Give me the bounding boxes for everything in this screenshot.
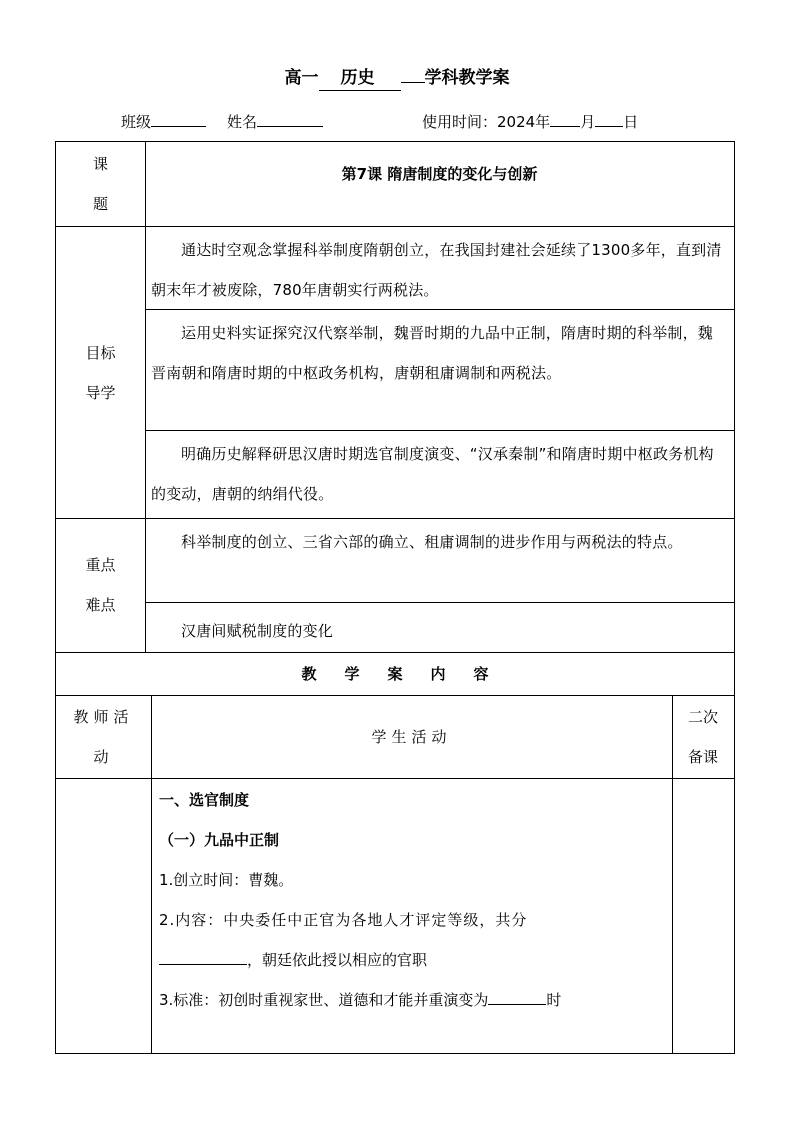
month-blank [550, 110, 580, 127]
title-subject: 历史 [319, 66, 401, 91]
row-divider [56, 778, 734, 779]
content-item: 3.标准：初创时重视家世、道德和才能并重演变为 时 [159, 991, 562, 1009]
lesson-title: 第7课 隋唐制度的变化与创新 [341, 165, 538, 183]
title-blank [401, 82, 425, 83]
answer-blank [488, 990, 546, 1005]
keypoint-item: 汉唐间赋税制度的变化 [181, 622, 334, 640]
day-blank [595, 110, 623, 127]
row-divider [145, 602, 734, 603]
section-heading: 一、选官制度 [159, 791, 250, 809]
keypoint-item: 科举制度的创立、三省六部的确立、租庸调制的进步作用与两税法的特点。 [181, 533, 683, 551]
content-item: 2.内容：中央委任中正官为各地人才评定等级，共分 [159, 911, 528, 929]
goal-item: 明确历史解释研思汉唐时期选官制度演变、“汉承秦制”和隋唐时期中枢政务机构的变动，唐朝的纳绢代役。 [151, 445, 714, 503]
lesson-plan-table [55, 141, 735, 1054]
goal-item: 运用史料实证探究汉代察举制，魏晋时期的九品中正制，隋唐时期的科举制，魏晋南朝和隋唐时期的中枢政务机构，唐朝租庸调制和两税法。 [151, 324, 714, 382]
column-divider [145, 142, 146, 652]
class-blank [151, 110, 206, 127]
content-item: ，朝廷依此授以相应的官职 [159, 940, 672, 980]
subsection-heading: （一）九品中正制 [159, 831, 280, 849]
class-field: 班级 [121, 110, 206, 133]
goals-label: 目标 导学 [85, 344, 116, 402]
goal-item: 通达时空观念掌握科举制度隋朝创立，在我国封建社会延续了1300多年，直到清朝末年才被废除，780年唐朝实行两税法。 [151, 241, 722, 299]
teacher-activity-header: 教师活 动 [73, 708, 134, 766]
student-activity-content [151, 780, 672, 1020]
lesson-label: 课 题 [92, 155, 108, 213]
keypoints-label: 重点 难点 [85, 556, 116, 614]
document-title [0, 66, 794, 91]
answer-blank [159, 950, 247, 965]
second-prep-header: 二次 备课 [687, 708, 718, 766]
name-field: 姓名 [227, 110, 323, 133]
title-grade: 高一 [284, 68, 319, 88]
content-header: 教学案内容 [301, 665, 517, 683]
title-suffix: 学科教学案 [424, 68, 510, 88]
date-field: 使用时间：2024年 月 日 [422, 110, 638, 133]
student-activity-header: 学生活动 [371, 728, 452, 746]
name-blank [257, 110, 323, 127]
content-item: 1.创立时间：曹魏。 [159, 871, 294, 889]
